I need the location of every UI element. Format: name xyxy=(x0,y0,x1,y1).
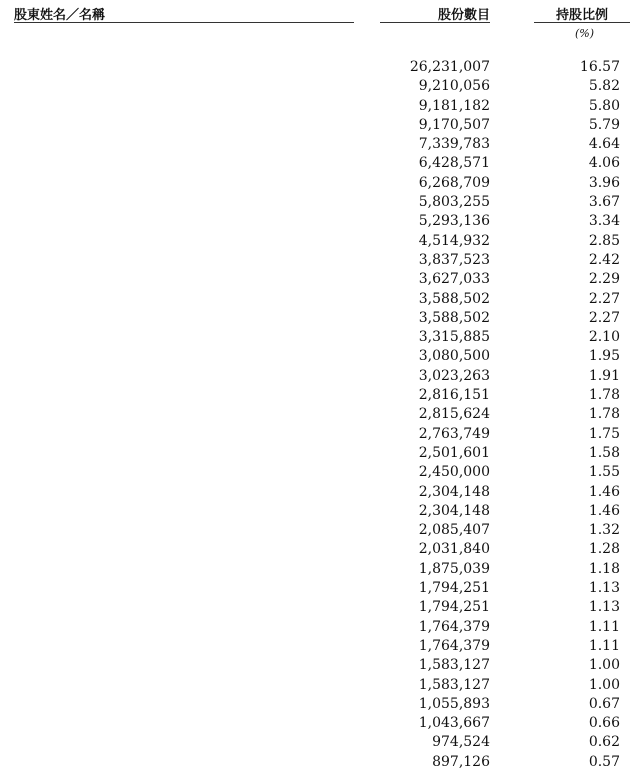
shareholding-percentage: 1.28 xyxy=(588,541,620,558)
header-underline-pct xyxy=(534,22,630,23)
table-row xyxy=(0,270,640,289)
header-shareholding-percentage: 持股比例 xyxy=(555,8,608,23)
shareholding-percentage: 2.85 xyxy=(588,232,620,249)
table-row xyxy=(0,540,640,559)
number-of-shares: 26,231,007 xyxy=(409,59,490,75)
number-of-shares: 9,170,507 xyxy=(418,116,490,133)
table-row xyxy=(0,309,640,328)
number-of-shares: 6,428,571 xyxy=(418,155,490,172)
shareholding-percentage: 5.79 xyxy=(588,116,620,133)
shareholding-percentage: 5.80 xyxy=(588,97,620,114)
table-row xyxy=(0,290,640,309)
number-of-shares: 2,816,151 xyxy=(418,387,490,404)
shareholding-percentage: 4.06 xyxy=(588,155,620,172)
shareholding-percentage: 1.11 xyxy=(588,618,620,635)
shareholding-percentage: 0.67 xyxy=(588,695,620,712)
number-of-shares: 6,268,709 xyxy=(418,174,490,191)
number-of-shares: 3,627,033 xyxy=(418,271,490,288)
shareholding-percentage: 1.78 xyxy=(588,387,620,404)
shareholding-percentage: 1.75 xyxy=(588,425,620,442)
number-of-shares: 2,450,000 xyxy=(418,464,490,481)
shareholding-percentage: 3.67 xyxy=(588,194,620,211)
shareholding-percentage: 1.00 xyxy=(588,676,620,693)
shareholding-percentage: 0.66 xyxy=(588,715,620,732)
table-row xyxy=(0,579,640,598)
table-row xyxy=(0,174,640,193)
number-of-shares: 3,837,523 xyxy=(418,251,490,268)
number-of-shares: 974,524 xyxy=(432,734,490,751)
header-number-of-shares: 股份數目 xyxy=(437,8,490,23)
table-row xyxy=(0,695,640,714)
number-of-shares: 1,764,379 xyxy=(418,618,490,635)
table-row xyxy=(0,405,640,424)
table-row xyxy=(0,347,640,366)
number-of-shares: 2,304,148 xyxy=(418,483,490,500)
table-header xyxy=(0,0,640,44)
shareholding-percentage: 1.91 xyxy=(588,367,620,384)
header-percent-unit: (%) xyxy=(574,27,594,40)
table-row xyxy=(0,676,640,695)
number-of-shares: 2,815,624 xyxy=(418,406,490,423)
shareholder-table-body xyxy=(0,58,640,772)
number-of-shares: 9,210,056 xyxy=(418,78,490,95)
shareholding-percentage: 2.10 xyxy=(588,329,620,346)
number-of-shares: 2,085,407 xyxy=(418,522,490,539)
table-row xyxy=(0,193,640,212)
number-of-shares: 1,875,039 xyxy=(418,560,490,577)
table-row xyxy=(0,212,640,231)
shareholding-percentage: 1.32 xyxy=(588,522,620,539)
shareholding-percentage: 3.34 xyxy=(588,213,620,230)
number-of-shares: 4,514,932 xyxy=(418,232,490,249)
shareholding-percentage: 1.95 xyxy=(588,348,620,365)
table-row xyxy=(0,154,640,173)
number-of-shares: 9,181,182 xyxy=(418,97,490,114)
header-underline-shares xyxy=(380,22,490,23)
table-row xyxy=(0,618,640,637)
table-row xyxy=(0,560,640,579)
number-of-shares: 1,764,379 xyxy=(418,637,490,654)
number-of-shares: 3,315,885 xyxy=(418,329,490,346)
table-row xyxy=(0,251,640,270)
shareholding-percentage: 0.62 xyxy=(588,734,620,751)
table-row xyxy=(0,753,640,772)
shareholding-percentage: 1.46 xyxy=(588,502,620,519)
number-of-shares: 1,055,893 xyxy=(418,695,490,712)
number-of-shares: 3,080,500 xyxy=(418,348,490,365)
number-of-shares: 1,794,251 xyxy=(418,580,490,597)
number-of-shares: 3,588,502 xyxy=(418,309,490,326)
table-row xyxy=(0,135,640,154)
shareholding-percentage: 0.57 xyxy=(588,753,620,770)
shareholding-percentage: 5.82 xyxy=(588,78,620,95)
number-of-shares: 2,304,148 xyxy=(418,502,490,519)
shareholding-percentage: 1.46 xyxy=(588,483,620,500)
number-of-shares: 2,763,749 xyxy=(418,425,490,442)
table-row xyxy=(0,733,640,752)
shareholding-percentage: 16.57 xyxy=(579,59,620,75)
table-row xyxy=(0,656,640,675)
number-of-shares: 1,583,127 xyxy=(418,676,490,693)
header-shareholder-name: 股東姓名／名稱 xyxy=(14,8,106,23)
number-of-shares: 5,803,255 xyxy=(418,194,490,211)
table-row xyxy=(0,386,640,405)
shareholding-percentage: 3.96 xyxy=(588,174,620,191)
table-row xyxy=(0,58,640,77)
shareholding-percentage: 1.13 xyxy=(588,599,620,616)
number-of-shares: 1,043,667 xyxy=(418,715,490,732)
number-of-shares: 5,293,136 xyxy=(418,213,490,230)
table-row xyxy=(0,521,640,540)
number-of-shares: 7,339,783 xyxy=(418,136,490,153)
table-row xyxy=(0,367,640,386)
shareholding-percentage: 2.27 xyxy=(588,290,620,307)
shareholding-percentage: 1.13 xyxy=(588,580,620,597)
number-of-shares: 2,501,601 xyxy=(418,444,490,461)
table-row xyxy=(0,97,640,116)
shareholding-percentage: 1.78 xyxy=(588,406,620,423)
shareholding-percentage: 4.64 xyxy=(588,136,620,153)
number-of-shares: 2,031,840 xyxy=(418,541,490,558)
shareholding-percentage: 2.27 xyxy=(588,309,620,326)
table-row xyxy=(0,714,640,733)
number-of-shares: 897,126 xyxy=(432,753,490,770)
shareholding-percentage: 1.00 xyxy=(588,657,620,674)
number-of-shares: 3,023,263 xyxy=(418,367,490,384)
shareholding-percentage: 2.42 xyxy=(588,251,620,268)
table-row xyxy=(0,232,640,251)
table-row xyxy=(0,502,640,521)
number-of-shares: 1,794,251 xyxy=(418,599,490,616)
table-row xyxy=(0,328,640,347)
table-row xyxy=(0,444,640,463)
header-underline-name xyxy=(14,22,354,23)
table-row xyxy=(0,116,640,135)
shareholding-percentage: 1.55 xyxy=(588,464,620,481)
table-row xyxy=(0,483,640,502)
table-row xyxy=(0,637,640,656)
shareholding-percentage: 2.29 xyxy=(588,271,620,288)
number-of-shares: 3,588,502 xyxy=(418,290,490,307)
table-row xyxy=(0,77,640,96)
table-row xyxy=(0,425,640,444)
table-row xyxy=(0,598,640,617)
shareholding-percentage: 1.11 xyxy=(588,637,620,654)
number-of-shares: 1,583,127 xyxy=(418,657,490,674)
shareholding-percentage: 1.58 xyxy=(588,444,620,461)
shareholding-percentage: 1.18 xyxy=(588,560,620,577)
table-row xyxy=(0,463,640,482)
